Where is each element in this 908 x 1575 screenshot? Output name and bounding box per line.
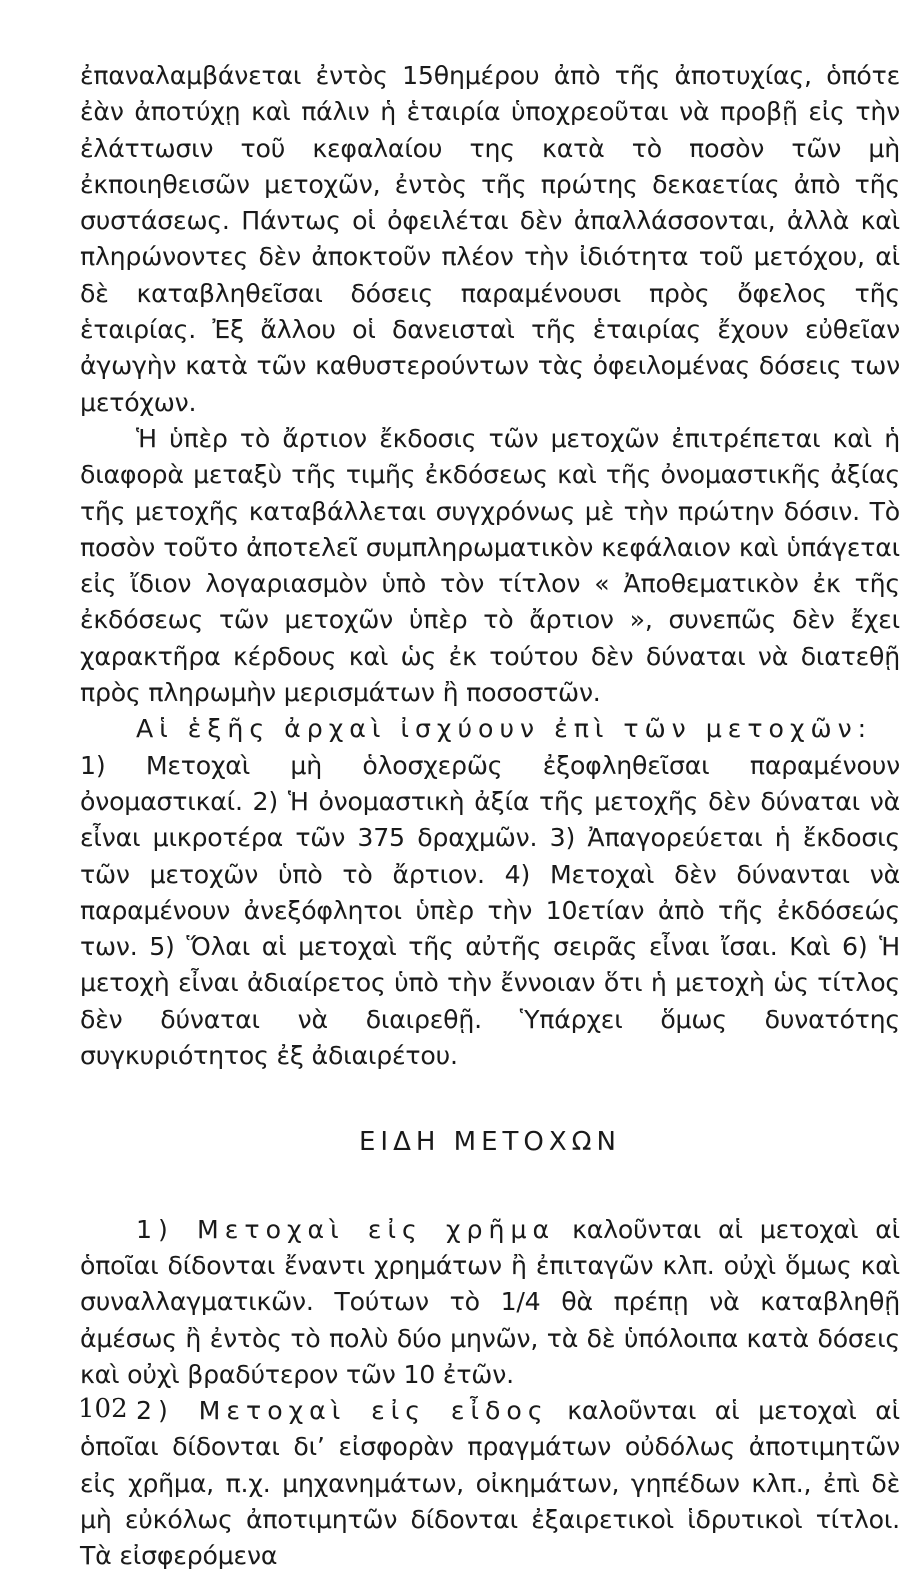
paragraph-4-lead: 1) Μετοχαὶ εἰς χρῆμα	[136, 1214, 556, 1244]
paragraph-3-lead: Αἱ ἑξῆς ἀρχαὶ ἰσχύουν ἐπὶ τῶν μετοχῶν:	[136, 714, 873, 744]
paragraph-3	[80, 711, 900, 1074]
paragraph-2: Ἡ ὑπὲρ τὸ ἄρτιον ἔκδοσις τῶν μετοχῶν ἐπιτρέπεται καὶ ἡ διαφορὰ μεταξὺ τῆς τιμῆς ἐκδόσεως καὶ τῆς ὀνομαστικῆς ἀξίας τῆς μετοχῆς καταβάλλεται συγχρόνως μὲ τὴν πρώτην δόσιν. Τὸ ποσὸν τοῦτο ἀποτελεῖ συμπληρωματικὸν κεφάλαιον καὶ ὑπάγεται εἰς ἴδιον λογαριασμὸν ὑπὸ τὸν τίτλον « Ἀποθεματικὸν ἐκ τῆς ἐκδόσεως τῶν μετοχῶν ὑπὲρ τὸ ἄρτιον », συνεπῶς δὲν ἔχει χαρακτῆρα κέρδους καὶ ὡς ἐκ τούτου δὲν δύναται νὰ διατεθῇ πρὸς πληρωμὴν μερισμάτων ἢ ποσοστῶν.	[80, 423, 900, 708]
page-body	[80, 58, 900, 1575]
paragraph-5-lead: 2) Μετοχαὶ εἰς εἶδος	[136, 1396, 549, 1426]
page-number: 102	[78, 1394, 128, 1424]
paragraph-4	[80, 1212, 900, 1393]
paragraph-5-body: καλοῦνται αἱ μετοχαὶ αἱ ὁποῖαι δίδονται δι’ εἰσφορὰν πραγμάτων οὐδόλως ἀποτιμητῶν εἰς χρῆμα, π.χ. μηχανημάτων, οἰκημάτων, γηπέδων κλπ., ἐπὶ δὲ μὴ εὐκόλως ἀποτιμητῶν δίδονται ἐξαιρετικοὶ ἱδρυτικοὶ τίτλοι. Τὰ εἰσφερόμενα	[80, 1396, 900, 1571]
section-heading: ΕΙΔΗ ΜΕΤΟΧΩΝ	[358, 1127, 622, 1158]
paragraph-4-body: καλοῦνται αἱ μετοχαὶ αἱ ὁποῖαι δίδονται ἔναντι χρημάτων ἢ ἐπιταγῶν κλπ. οὐχὶ ὅμως καὶ συναλλαγματικῶν. Τούτων τὸ 1/4 θὰ πρέπῃ νὰ καταβληθῇ ἀμέσως ἢ ἐντὸς τὸ πολὺ δύο μηνῶν, τὰ δὲ ὑπόλοιπα κατὰ δόσεις καὶ οὐχὶ βραδύτερον τῶν 10 ἐτῶν.	[80, 1214, 900, 1389]
paragraph-3-body: 1) Μετοχαὶ μὴ ὁλοσχερῶς ἐξοφληθεῖσαι παραμένουν ὀνομαστικαί. 2) Ἡ ὀνομαστικὴ ἀξία τῆς μετοχῆς δὲν δύναται νὰ εἶναι μικροτέρα τῶν 375 δραχμῶν. 3) Ἀπαγορεύεται ἡ ἔκδοσις τῶν μετοχῶν ὑπὸ τὸ ἄρτιον. 4) Μετοχαὶ δὲν δύνανται νὰ παραμένουν ἀνεξόφλητοι ὑπὲρ τὴν 10ετίαν ἀπὸ τῆς ἐκδόσεώς των. 5) Ὅλαι αἱ μετοχαὶ τῆς αὐτῆς σειρᾶς εἶναι ἴσαι. Καὶ 6) Ἡ μετοχὴ εἶναι ἀδιαίρετος ὑπὸ τὴν ἔννοιαν ὅτι ἡ μετοχὴ ὡς τίτλος δὲν δύναται νὰ διαιρεθῇ. Ὑπάρχει ὅμως δυνατότης συγκυριότητος ἐξ ἀδιαιρέτου.	[80, 750, 900, 1071]
paragraph-5	[80, 1393, 900, 1574]
paragraph-1: ἐπαναλαμβάνεται ἐντὸς 15θημέρου ἀπὸ τῆς ἀποτυχίας, ὁπότε ἐὰν ἀποτύχῃ καὶ πάλιν ἡ ἑταιρία ὑποχρεοῦται νὰ προβῇ εἰς τὴν ἐλάττωσιν τοῦ κεφαλαίου της κατὰ τὸ ποσὸν τῶν μὴ ἐκποιηθεισῶν μετοχῶν, ἐντὸς τῆς πρώτης δεκαετίας ἀπὸ τῆς συστάσεως. Πάντως οἱ ὀφειλέται δὲν ἀπαλλάσσονται, ἀλλὰ καὶ πληρώνοντες δὲν ἀποκτοῦν πλέον τὴν ἰδιότητα τοῦ μετόχου, αἱ δὲ καταβληθεῖσαι δόσεις παραμένουσι πρὸς ὄφελος τῆς ἑταιρίας. Ἐξ ἄλλου οἱ δανεισταὶ τῆς ἑταιρίας ἔχουν εὐθεῖαν ἀγωγὴν κατὰ τῶν καθυστερούντων τὰς ὀφειλομένας δόσεις των μετόχων.	[80, 61, 900, 417]
